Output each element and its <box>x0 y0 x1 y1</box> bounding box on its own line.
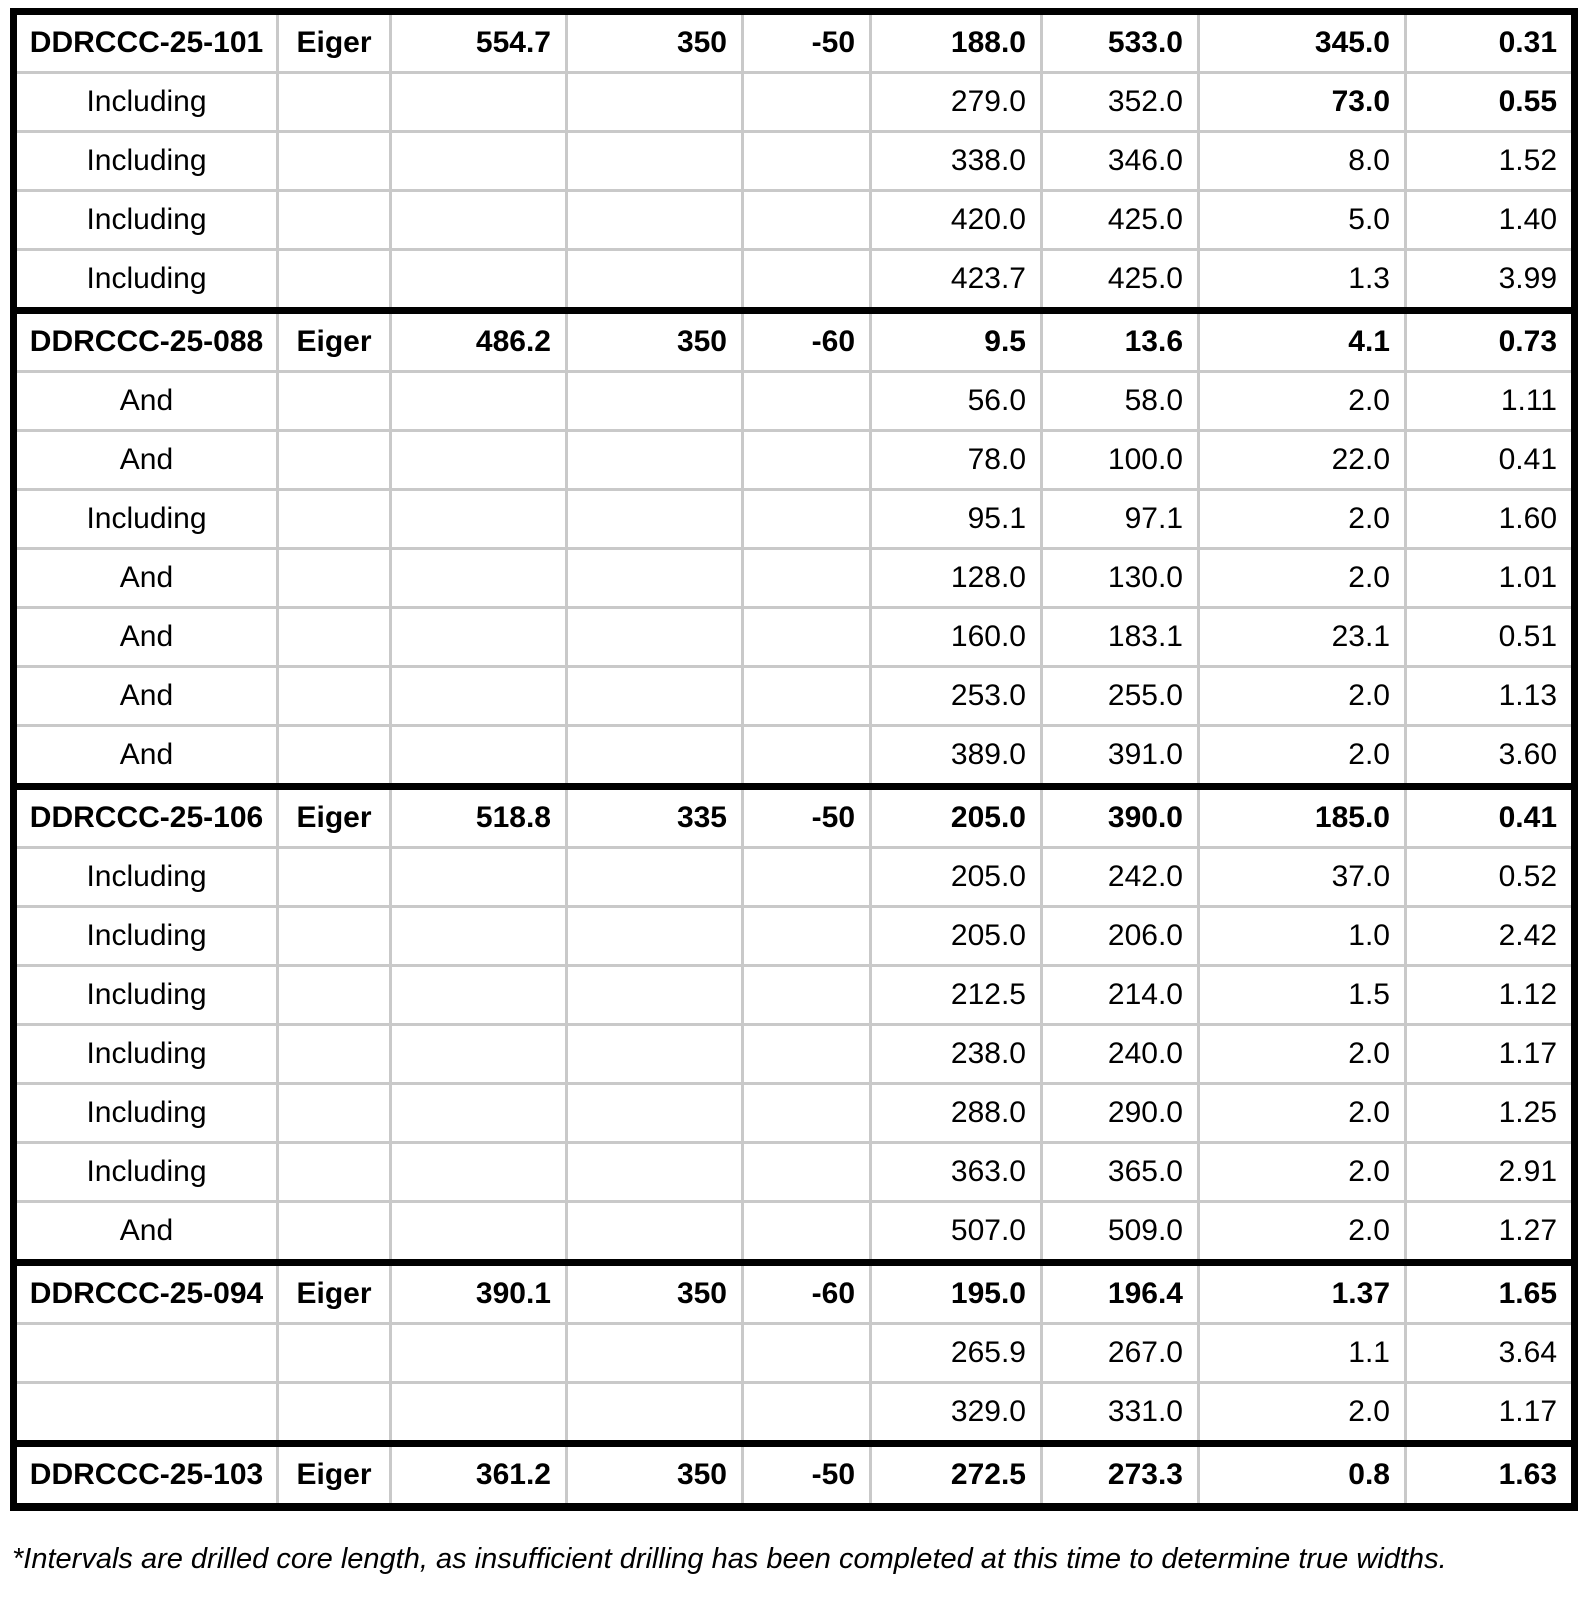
cell-grade: 0.51 <box>1498 620 1557 653</box>
hole-group <box>17 1259 1571 1440</box>
cell-grade: 3.99 <box>1498 262 1557 295</box>
cell-depth <box>392 967 568 1023</box>
cell-from: 78.0 <box>872 432 1043 488</box>
hole-row <box>17 790 1571 846</box>
cell-grade: 1.25 <box>1498 1096 1557 1129</box>
cell-depth <box>392 1325 568 1381</box>
cell-interval: 2.0 <box>1200 668 1407 724</box>
cell-interval: 2.0 <box>1200 727 1407 783</box>
cell-depth <box>392 133 568 189</box>
cell-to: 100.0 <box>1043 432 1200 488</box>
cell-hole-id: Including <box>17 1144 279 1200</box>
cell-dip <box>744 432 872 488</box>
cell-to: 13.6 <box>1043 314 1200 370</box>
hole-row <box>17 15 1571 71</box>
cell-azimuth <box>568 1384 744 1440</box>
cell-zone: Eiger <box>279 15 392 71</box>
cell-grade: 0.41 <box>1498 801 1557 834</box>
cell-to: 391.0 <box>1043 727 1200 783</box>
cell-azimuth <box>568 1325 744 1381</box>
cell-interval: 2.0 <box>1200 491 1407 547</box>
cell-grade: 2.91 <box>1498 1155 1557 1188</box>
cell-dip <box>744 967 872 1023</box>
cell-zone <box>279 1026 392 1082</box>
cell-azimuth <box>568 491 744 547</box>
cell-interval: 22.0 <box>1200 432 1407 488</box>
cell-grade: 0.41 <box>1498 443 1557 476</box>
cell-grade: 3.64 <box>1498 1336 1557 1369</box>
cell-dip: -60 <box>744 1266 872 1322</box>
cell-from: 363.0 <box>872 1144 1043 1200</box>
interval-row <box>17 429 1571 488</box>
cell-depth: 486.2 <box>392 314 568 370</box>
cell-interval: 37.0 <box>1200 849 1407 905</box>
cell-hole-id: And <box>17 668 279 724</box>
cell-grade: 1.12 <box>1498 978 1557 1011</box>
cell-azimuth <box>568 1085 744 1141</box>
cell-interval: 1.5 <box>1200 967 1407 1023</box>
cell-azimuth: 350 <box>568 1447 744 1503</box>
cell-hole-id: Including <box>17 967 279 1023</box>
cell-to: 242.0 <box>1043 849 1200 905</box>
cell-hole-id: And <box>17 432 279 488</box>
hole-group <box>17 783 1571 1259</box>
cell-zone <box>279 849 392 905</box>
cell-dip: -50 <box>744 1447 872 1503</box>
cell-zone <box>279 432 392 488</box>
interval-row <box>17 846 1571 905</box>
hole-row <box>17 1447 1571 1503</box>
cell-hole-id: Including <box>17 849 279 905</box>
cell-from: 279.0 <box>872 74 1043 130</box>
cell-hole-id: Including <box>17 133 279 189</box>
cell-dip <box>744 668 872 724</box>
cell-dip <box>744 1325 872 1381</box>
cell-hole-id: Including <box>17 491 279 547</box>
cell-depth: 518.8 <box>392 790 568 846</box>
cell-interval: 1.1 <box>1200 1325 1407 1381</box>
cell-azimuth <box>568 251 744 307</box>
cell-from: 9.5 <box>872 314 1043 370</box>
interval-row <box>17 1082 1571 1141</box>
cell-to: 267.0 <box>1043 1325 1200 1381</box>
cell-zone <box>279 491 392 547</box>
cell-interval: 1.3 <box>1200 251 1407 307</box>
footnote: *Intervals are drilled core length, as insufficient drilling has been completed at this time to determine true widths. <box>12 1543 1447 1575</box>
cell-from: 329.0 <box>872 1384 1043 1440</box>
cell-azimuth <box>568 1026 744 1082</box>
cell-grade: 0.52 <box>1498 860 1557 893</box>
cell-grade: 1.17 <box>1498 1395 1557 1428</box>
cell-interval: 2.0 <box>1200 373 1407 429</box>
cell-hole-id: Including <box>17 251 279 307</box>
cell-hole-id <box>17 1325 279 1381</box>
cell-dip: -50 <box>744 15 872 71</box>
cell-azimuth: 335 <box>568 790 744 846</box>
cell-grade: 1.11 <box>1500 384 1557 417</box>
cell-zone <box>279 1325 392 1381</box>
cell-depth <box>392 491 568 547</box>
cell-zone <box>279 251 392 307</box>
cell-to: 214.0 <box>1043 967 1200 1023</box>
cell-interval: 185.0 <box>1200 790 1407 846</box>
interval-row <box>17 1141 1571 1200</box>
cell-zone <box>279 727 392 783</box>
cell-dip <box>744 1144 872 1200</box>
cell-to: 58.0 <box>1043 373 1200 429</box>
cell-dip: -50 <box>744 790 872 846</box>
cell-hole-id: Including <box>17 1026 279 1082</box>
cell-hole-id: DDRCCC-25-094 <box>17 1266 279 1322</box>
cell-depth <box>392 373 568 429</box>
cell-from: 389.0 <box>872 727 1043 783</box>
cell-zone <box>279 1384 392 1440</box>
cell-to: 533.0 <box>1043 15 1200 71</box>
cell-dip <box>744 74 872 130</box>
cell-azimuth <box>568 668 744 724</box>
cell-hole-id: Including <box>17 1085 279 1141</box>
hole-group <box>17 307 1571 783</box>
cell-depth <box>392 251 568 307</box>
cell-depth <box>392 908 568 964</box>
cell-dip <box>744 251 872 307</box>
cell-azimuth <box>568 1144 744 1200</box>
cell-depth <box>392 668 568 724</box>
cell-from: 507.0 <box>872 1203 1043 1259</box>
cell-zone <box>279 74 392 130</box>
drill-results-table <box>10 8 1578 1511</box>
cell-azimuth <box>568 133 744 189</box>
cell-to: 390.0 <box>1043 790 1200 846</box>
cell-to: 425.0 <box>1043 192 1200 248</box>
cell-grade: 1.27 <box>1498 1214 1557 1247</box>
cell-dip <box>744 550 872 606</box>
cell-from: 420.0 <box>872 192 1043 248</box>
cell-azimuth <box>568 373 744 429</box>
cell-from: 265.9 <box>872 1325 1043 1381</box>
cell-hole-id: DDRCCC-25-088 <box>17 314 279 370</box>
cell-zone <box>279 1085 392 1141</box>
cell-zone: Eiger <box>279 314 392 370</box>
cell-to: 365.0 <box>1043 1144 1200 1200</box>
cell-depth <box>392 1144 568 1200</box>
cell-dip <box>744 1203 872 1259</box>
cell-to: 346.0 <box>1043 133 1200 189</box>
cell-interval: 0.8 <box>1200 1447 1407 1503</box>
cell-grade: 0.73 <box>1498 325 1557 358</box>
hole-row <box>17 314 1571 370</box>
cell-depth <box>392 74 568 130</box>
interval-row <box>17 488 1571 547</box>
cell-from: 205.0 <box>872 849 1043 905</box>
cell-azimuth <box>568 432 744 488</box>
cell-depth: 390.1 <box>392 1266 568 1322</box>
cell-to: 183.1 <box>1043 609 1200 665</box>
cell-zone <box>279 1144 392 1200</box>
cell-to: 425.0 <box>1043 251 1200 307</box>
cell-interval: 1.0 <box>1200 908 1407 964</box>
cell-grade: 1.40 <box>1498 203 1557 236</box>
cell-azimuth <box>568 192 744 248</box>
cell-from: 212.5 <box>872 967 1043 1023</box>
cell-depth <box>392 192 568 248</box>
cell-azimuth <box>568 1203 744 1259</box>
cell-to: 331.0 <box>1043 1384 1200 1440</box>
cell-from: 288.0 <box>872 1085 1043 1141</box>
cell-azimuth: 350 <box>568 15 744 71</box>
cell-dip <box>744 491 872 547</box>
cell-hole-id: DDRCCC-25-103 <box>17 1447 279 1503</box>
cell-zone: Eiger <box>279 790 392 846</box>
cell-zone <box>279 550 392 606</box>
cell-to: 352.0 <box>1043 74 1200 130</box>
cell-dip <box>744 908 872 964</box>
cell-dip <box>744 609 872 665</box>
cell-hole-id: And <box>17 609 279 665</box>
cell-zone <box>279 133 392 189</box>
interval-row <box>17 606 1571 665</box>
cell-from: 95.1 <box>872 491 1043 547</box>
cell-dip: -60 <box>744 314 872 370</box>
interval-row <box>17 71 1571 130</box>
cell-interval: 345.0 <box>1200 15 1407 71</box>
cell-from: 128.0 <box>872 550 1043 606</box>
cell-grade: 1.52 <box>1498 144 1557 177</box>
cell-hole-id: Including <box>17 74 279 130</box>
cell-zone <box>279 609 392 665</box>
interval-row <box>17 1381 1571 1440</box>
cell-from: 195.0 <box>872 1266 1043 1322</box>
cell-to: 97.1 <box>1043 491 1200 547</box>
cell-azimuth <box>568 74 744 130</box>
hole-group <box>17 15 1571 307</box>
cell-depth <box>392 432 568 488</box>
interval-row <box>17 905 1571 964</box>
cell-depth: 361.2 <box>392 1447 568 1503</box>
cell-interval: 2.0 <box>1200 1085 1407 1141</box>
interval-row <box>17 130 1571 189</box>
cell-to: 290.0 <box>1043 1085 1200 1141</box>
cell-azimuth <box>568 609 744 665</box>
cell-depth <box>392 609 568 665</box>
interval-row <box>17 665 1571 724</box>
cell-azimuth <box>568 908 744 964</box>
cell-dip <box>744 1085 872 1141</box>
cell-hole-id <box>17 1384 279 1440</box>
cell-grade: 1.13 <box>1498 679 1557 712</box>
interval-row <box>17 724 1571 783</box>
cell-grade: 0.31 <box>1498 26 1557 59</box>
cell-depth <box>392 1384 568 1440</box>
cell-hole-id: And <box>17 727 279 783</box>
cell-dip <box>744 727 872 783</box>
cell-interval: 5.0 <box>1200 192 1407 248</box>
cell-from: 338.0 <box>872 133 1043 189</box>
cell-azimuth <box>568 967 744 1023</box>
cell-depth <box>392 1085 568 1141</box>
cell-to: 273.3 <box>1043 1447 1200 1503</box>
cell-from: 160.0 <box>872 609 1043 665</box>
interval-row <box>17 370 1571 429</box>
cell-hole-id: Including <box>17 908 279 964</box>
hole-row <box>17 1266 1571 1322</box>
cell-azimuth: 350 <box>568 1266 744 1322</box>
cell-to: 206.0 <box>1043 908 1200 964</box>
cell-hole-id: And <box>17 1203 279 1259</box>
cell-interval: 2.0 <box>1200 1203 1407 1259</box>
cell-from: 188.0 <box>872 15 1043 71</box>
interval-row <box>17 1023 1571 1082</box>
cell-azimuth: 350 <box>568 314 744 370</box>
interval-row <box>17 1200 1571 1259</box>
cell-to: 130.0 <box>1043 550 1200 606</box>
cell-interval: 2.0 <box>1200 1144 1407 1200</box>
cell-grade: 0.55 <box>1498 85 1557 118</box>
cell-zone <box>279 967 392 1023</box>
cell-hole-id: And <box>17 550 279 606</box>
cell-azimuth <box>568 550 744 606</box>
cell-depth <box>392 1026 568 1082</box>
cell-zone <box>279 1203 392 1259</box>
cell-dip <box>744 1384 872 1440</box>
cell-grade: 1.60 <box>1498 502 1557 535</box>
cell-zone <box>279 373 392 429</box>
cell-dip <box>744 373 872 429</box>
cell-dip <box>744 133 872 189</box>
cell-hole-id: DDRCCC-25-106 <box>17 790 279 846</box>
cell-from: 205.0 <box>872 908 1043 964</box>
cell-grade: 1.01 <box>1498 561 1557 594</box>
cell-grade: 1.65 <box>1498 1277 1557 1310</box>
interval-row <box>17 1322 1571 1381</box>
interval-row <box>17 189 1571 248</box>
cell-interval: 2.0 <box>1200 550 1407 606</box>
cell-hole-id: DDRCCC-25-101 <box>17 15 279 71</box>
cell-zone: Eiger <box>279 1266 392 1322</box>
cell-grade: 1.17 <box>1498 1037 1557 1070</box>
cell-to: 196.4 <box>1043 1266 1200 1322</box>
cell-hole-id: Including <box>17 192 279 248</box>
cell-interval: 1.37 <box>1200 1266 1407 1322</box>
cell-depth <box>392 727 568 783</box>
cell-depth: 554.7 <box>392 15 568 71</box>
cell-from: 238.0 <box>872 1026 1043 1082</box>
cell-dip <box>744 849 872 905</box>
cell-to: 240.0 <box>1043 1026 1200 1082</box>
cell-azimuth <box>568 849 744 905</box>
cell-depth <box>392 550 568 606</box>
interval-row <box>17 248 1571 307</box>
cell-to: 509.0 <box>1043 1203 1200 1259</box>
cell-interval: 73.0 <box>1200 74 1407 130</box>
cell-hole-id: And <box>17 373 279 429</box>
cell-grade: 1.63 <box>1498 1458 1557 1491</box>
interval-row <box>17 964 1571 1023</box>
cell-to: 255.0 <box>1043 668 1200 724</box>
cell-zone <box>279 908 392 964</box>
cell-interval: 4.1 <box>1200 314 1407 370</box>
interval-row <box>17 547 1571 606</box>
cell-zone <box>279 668 392 724</box>
cell-from: 253.0 <box>872 668 1043 724</box>
cell-grade: 2.42 <box>1498 919 1557 952</box>
cell-from: 56.0 <box>872 373 1043 429</box>
cell-from: 423.7 <box>872 251 1043 307</box>
cell-dip <box>744 192 872 248</box>
cell-interval: 8.0 <box>1200 133 1407 189</box>
cell-grade: 3.60 <box>1498 738 1557 771</box>
cell-depth <box>392 849 568 905</box>
cell-interval: 2.0 <box>1200 1026 1407 1082</box>
cell-interval: 23.1 <box>1200 609 1407 665</box>
cell-from: 205.0 <box>872 790 1043 846</box>
cell-interval: 2.0 <box>1200 1384 1407 1440</box>
cell-zone: Eiger <box>279 1447 392 1503</box>
hole-group <box>17 1440 1571 1503</box>
cell-dip <box>744 1026 872 1082</box>
cell-from: 272.5 <box>872 1447 1043 1503</box>
cell-zone <box>279 192 392 248</box>
cell-azimuth <box>568 727 744 783</box>
cell-depth <box>392 1203 568 1259</box>
